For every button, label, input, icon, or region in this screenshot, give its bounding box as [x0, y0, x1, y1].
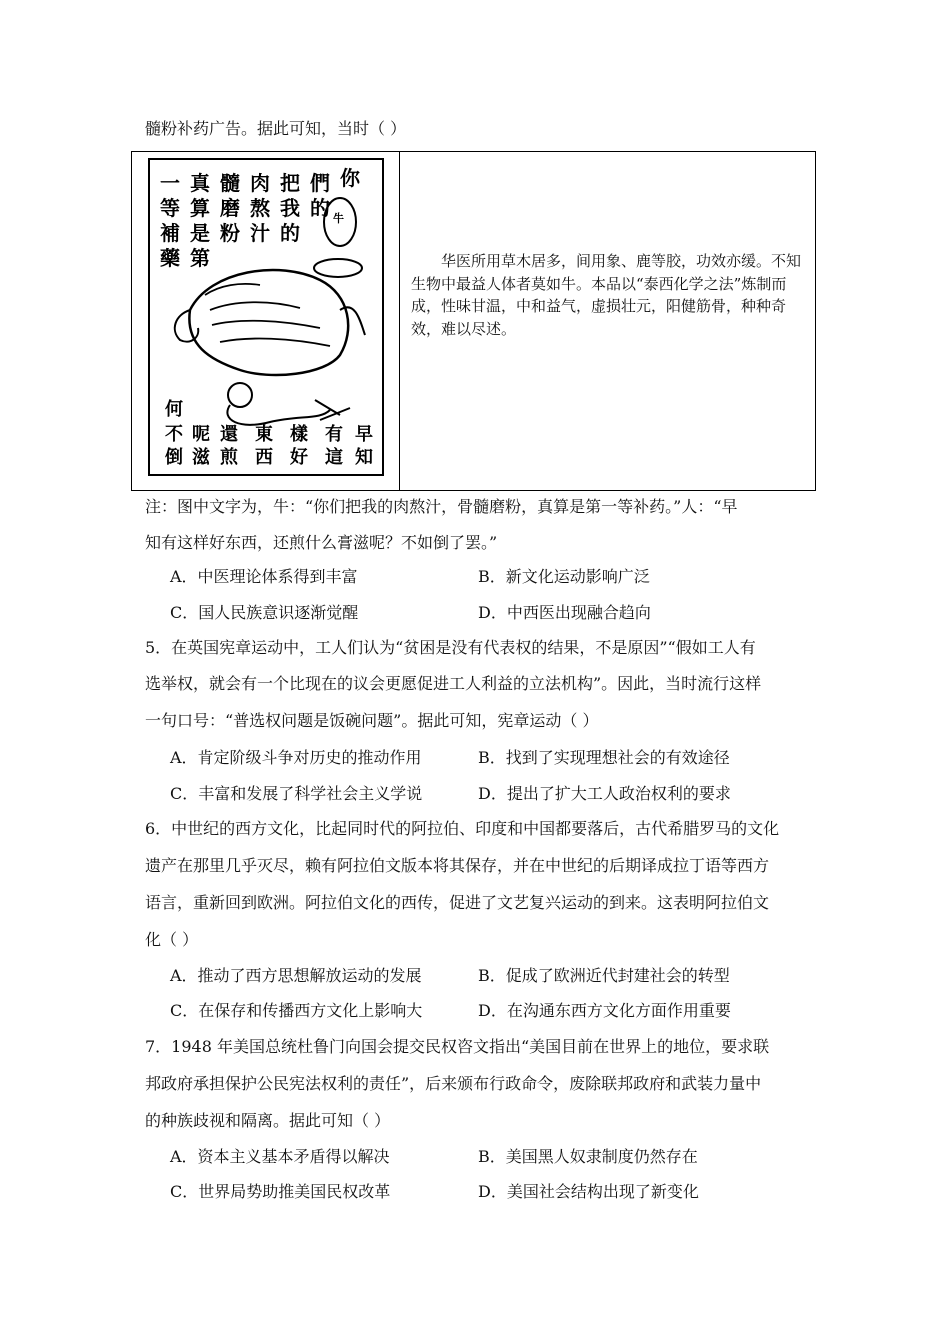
svg-text:們: 們: [310, 171, 330, 195]
svg-text:把: 把: [280, 171, 300, 195]
q7-option-c[interactable]: C．世界局势助推美国民权改革: [170, 1182, 391, 1201]
svg-text:一: 一: [160, 171, 180, 195]
q4-option-b[interactable]: B．新文化运动影响广泛: [478, 567, 650, 586]
ad-text-cell: [401, 152, 815, 490]
cartoon-cell: [132, 152, 400, 490]
svg-text:的: 的: [280, 221, 300, 245]
svg-text:不: 不: [165, 424, 183, 445]
svg-text:是: 是: [190, 221, 210, 245]
svg-text:還: 還: [220, 424, 238, 445]
q6-option-d[interactable]: D．在沟通东西方文化方面作用重要: [478, 1001, 731, 1020]
q6-line-4: 化（ ）: [145, 930, 199, 949]
svg-text:第: 第: [190, 246, 210, 270]
svg-text:煎: 煎: [220, 447, 238, 468]
svg-text:有: 有: [325, 424, 343, 445]
q7-line-3: 的种族歧视和隔离。据此可知（ ）: [145, 1111, 391, 1130]
q5-option-d[interactable]: D．提出了扩大工人政治权利的要求: [478, 784, 731, 803]
q5-option-b[interactable]: B．找到了实现理想社会的有效途径: [478, 748, 730, 767]
q5-option-a[interactable]: A．肯定阶级斗争对历史的推动作用: [170, 748, 422, 767]
svg-text:你: 你: [340, 166, 360, 190]
q4-option-a[interactable]: A．中医理论体系得到丰富: [170, 567, 358, 586]
svg-text:真: 真: [190, 171, 210, 195]
svg-text:這: 這: [325, 447, 343, 468]
q7-line-2: 邦政府承担保护公民宪法权利的责任”，后来颁布行政命令，废除联邦政府和武装力量中: [145, 1074, 762, 1093]
q7-option-a[interactable]: A．资本主义基本矛盾得以解决: [170, 1147, 390, 1166]
svg-text:我: 我: [280, 196, 300, 220]
svg-text:髓: 髓: [220, 171, 240, 195]
svg-text:東: 東: [255, 424, 273, 445]
svg-text:呢: 呢: [192, 424, 210, 445]
advertisement-text: 华医所用草木居多，间用象、鹿等胶，功效亦缓。不知生物中最益人体者莫如牛。本品以“泰西化学之法”炼制而成，性味甘温，中和益气，虚损壮元，阳健筋骨，种种奇效，难以尽述。: [411, 252, 802, 338]
q6-option-b[interactable]: B．促成了欧洲近代封建社会的转型: [478, 966, 730, 985]
svg-text:西: 西: [255, 447, 273, 468]
svg-text:粉: 粉: [220, 221, 240, 245]
q7-line-1: 7．1948 年美国总统杜鲁门向国会提交民权咨文指出“美国目前在世界上的地位，要求联: [145, 1037, 770, 1056]
svg-text:何: 何: [165, 399, 183, 420]
q5-line-1: 5．在英国宪章运动中，工人们认为“贫困是没有代表权的结果，不是原因”“假如工人有: [145, 638, 756, 657]
intro-line: 髓粉补药广告。据此可知，当时（ ）: [145, 119, 407, 138]
q4-option-d[interactable]: D．中西医出现融合趋向: [478, 603, 651, 622]
q7-option-b[interactable]: B．美国黑人奴隶制度仍然存在: [478, 1147, 698, 1166]
svg-text:等: 等: [160, 196, 180, 220]
cartoon-drawing: [150, 160, 382, 474]
svg-text:知: 知: [355, 447, 373, 468]
q6-line-2: 遗产在那里几乎灭尽，赖有阿拉伯文版本将其保存，并在中世纪的后期译成拉丁语等西方: [145, 856, 770, 875]
svg-text:滋: 滋: [192, 447, 210, 468]
svg-text:熬: 熬: [250, 196, 270, 220]
svg-text:算: 算: [190, 196, 210, 220]
q7-option-d[interactable]: D．美国社会结构出现了新变化: [478, 1182, 699, 1201]
q5-line-2: 选举权，就会有一个比现在的议会更愿促进工人利益的立法机构”。因此，当时流行这样: [145, 674, 762, 693]
svg-text:補: 補: [160, 221, 180, 245]
q6-line-1: 6．中世纪的西方文化，比起同时代的阿拉伯、印度和中国都要落后，古代希腊罗马的文化: [145, 819, 780, 838]
svg-text:肉: 肉: [250, 171, 270, 195]
svg-text:的: 的: [310, 196, 330, 220]
svg-text:倒: 倒: [165, 447, 183, 468]
advertisement-table: [131, 151, 816, 491]
q5-option-c[interactable]: C．丰富和发展了科学社会主义学说: [170, 784, 423, 803]
q4-option-c[interactable]: C．国人民族意识逐渐觉醒: [170, 603, 359, 622]
q6-option-c[interactable]: C．在保存和传播西方文化上影响大: [170, 1001, 423, 1020]
q6-line-3: 语言，重新回到欧洲。阿拉伯文化的西传，促进了文艺复兴运动的到来。这表明阿拉伯文: [145, 893, 770, 912]
note-line-2: 知有这样好东西，还煎什么膏滋呢？不如倒了罢。”: [145, 533, 498, 552]
q6-option-a[interactable]: A．推动了西方思想解放运动的发展: [170, 966, 422, 985]
note-line-1: 注：图中文字为，牛：“你们把我的肉熬汁，骨髓磨粉，真算是第一等补药。”人：“早: [145, 497, 738, 516]
svg-text:牛: 牛: [333, 212, 344, 225]
svg-text:藥: 藥: [160, 246, 180, 270]
ox-cartoon-image: [148, 158, 384, 476]
svg-text:好: 好: [290, 447, 308, 468]
svg-text:樣: 樣: [290, 424, 308, 445]
svg-text:磨: 磨: [220, 196, 240, 220]
svg-text:早: 早: [355, 424, 373, 445]
svg-text:汁: 汁: [250, 221, 270, 245]
q5-line-3: 一句口号：“普选权问题是饭碗问题”。据此可知，宪章运动（ ）: [145, 711, 599, 730]
